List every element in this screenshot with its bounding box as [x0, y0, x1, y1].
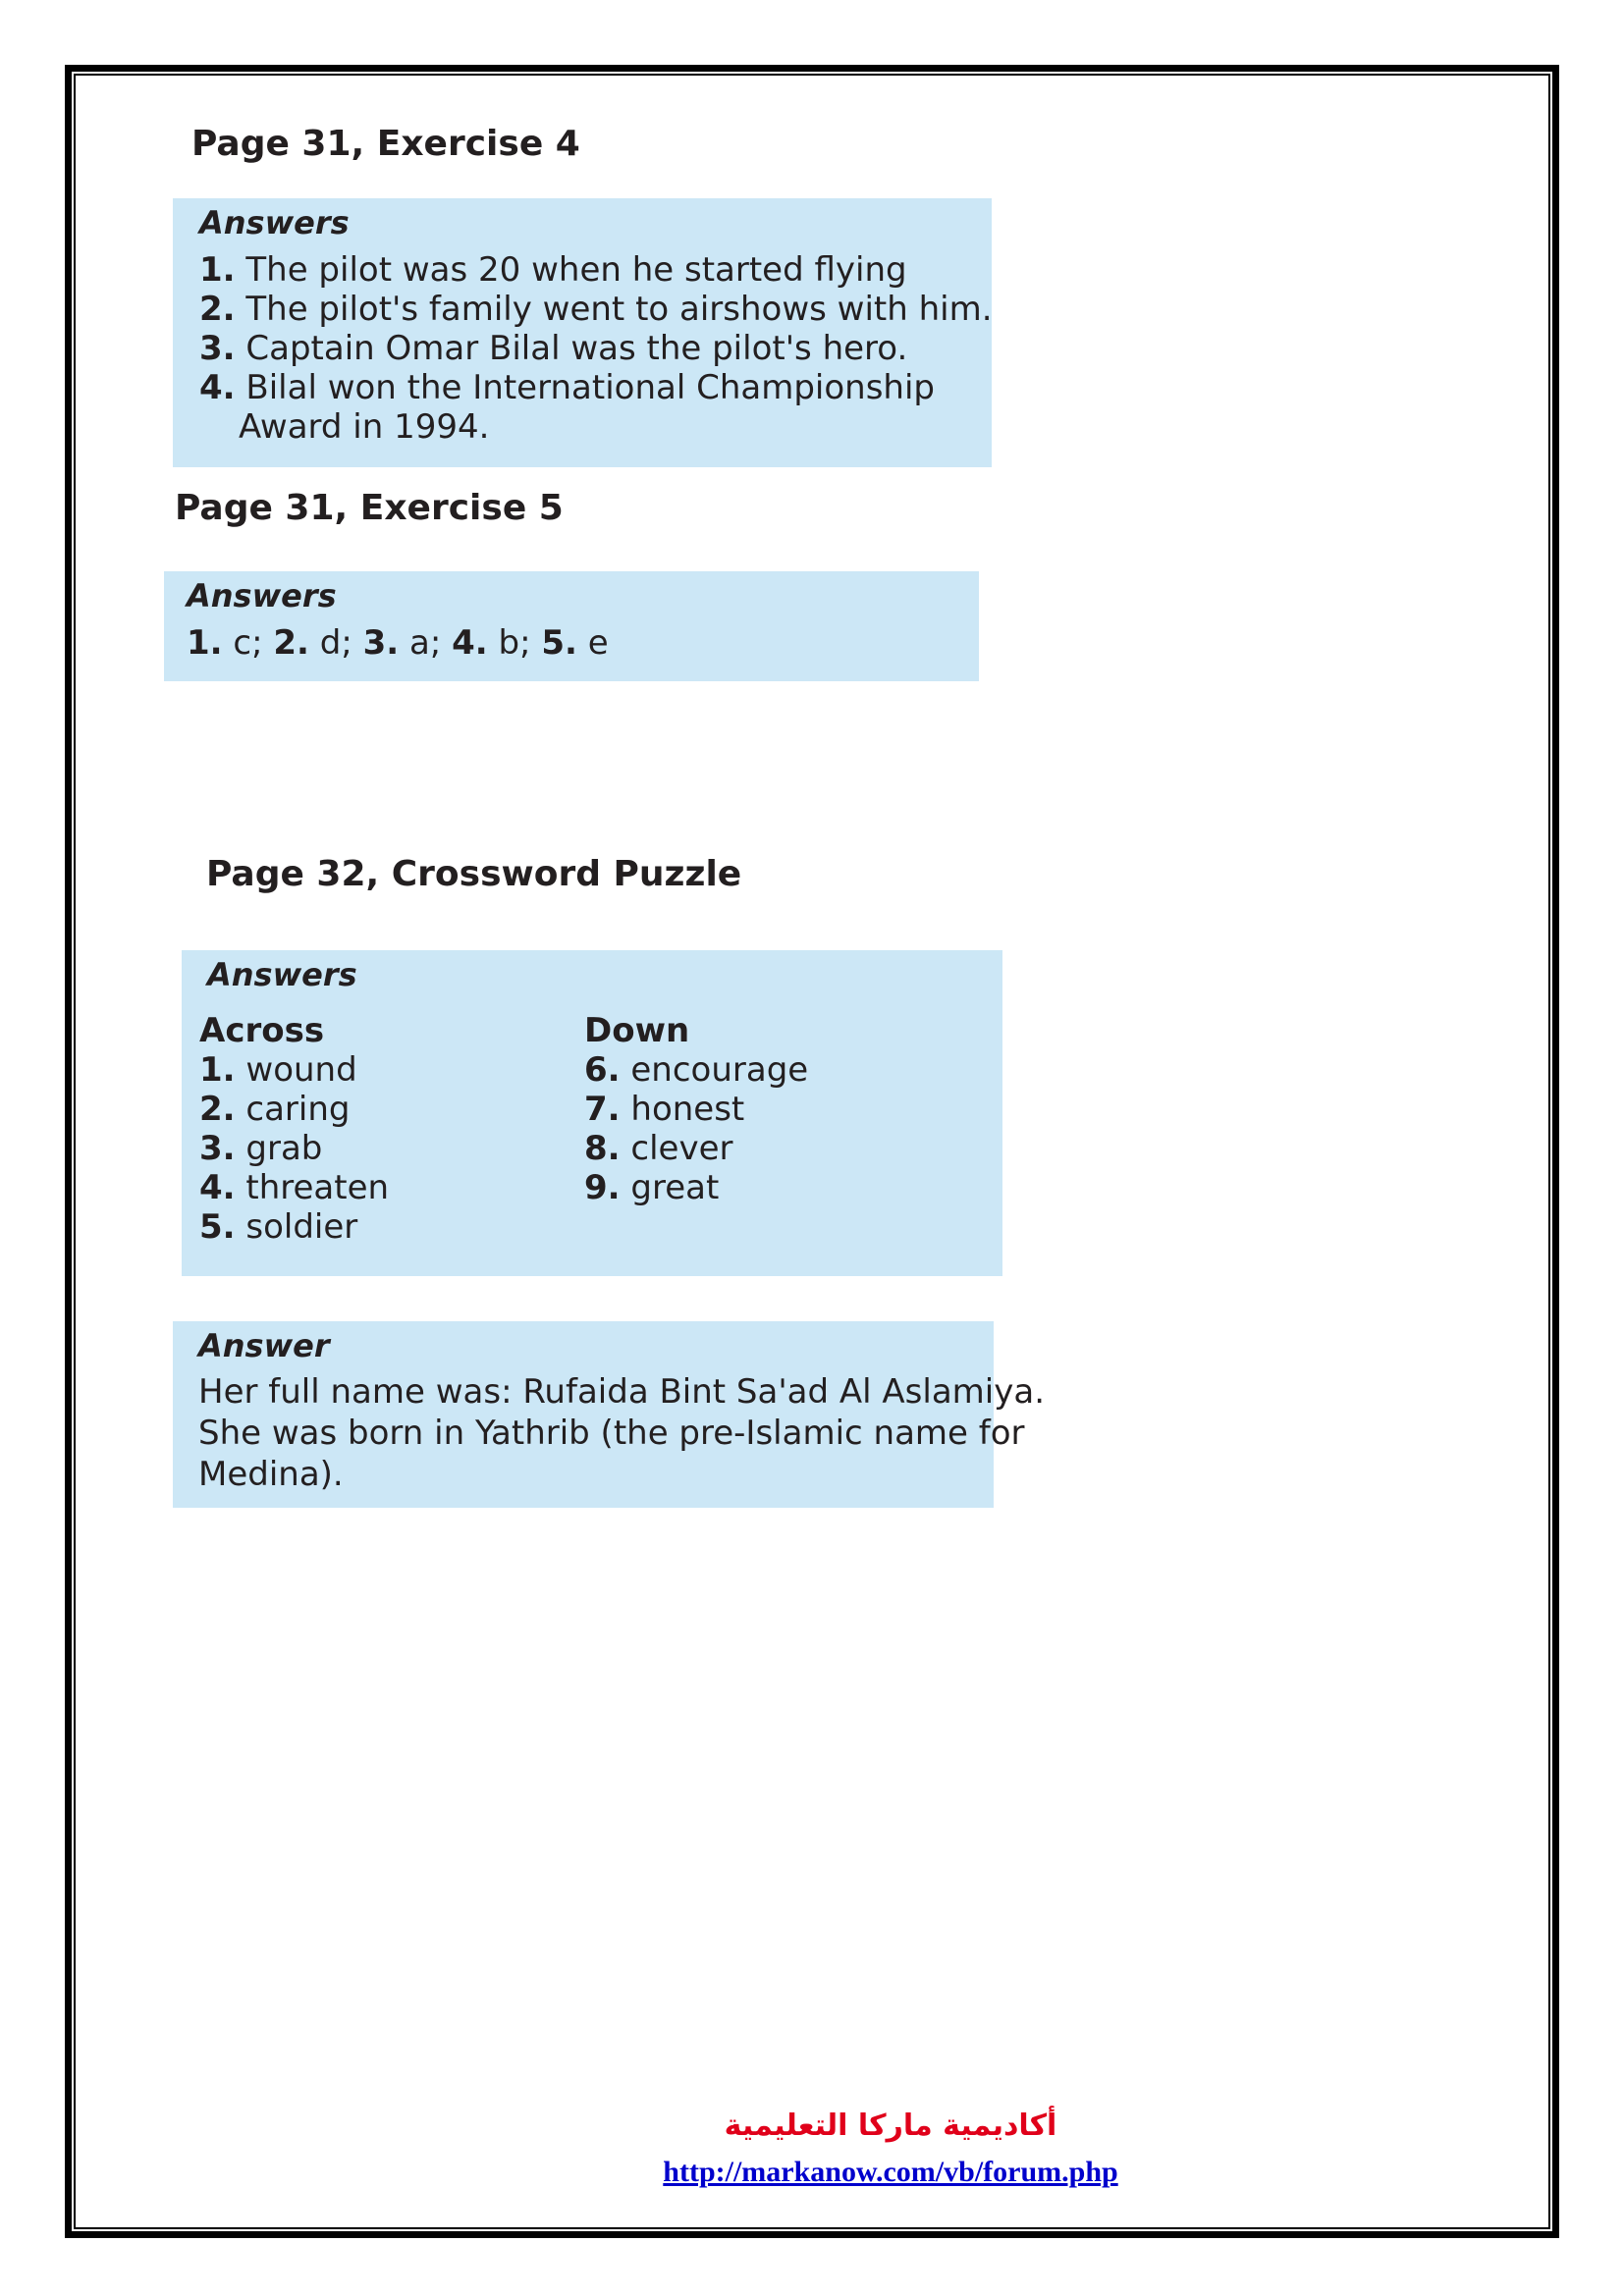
exercise-5-answer-box	[164, 571, 979, 681]
extra-answer-box	[173, 1321, 1046, 1508]
crossword-heading: Page 32, Crossword Puzzle	[206, 854, 742, 894]
answer-item: 2. The pilot's family went to airshows with him.	[199, 290, 993, 329]
down-item: 8. clever	[584, 1129, 733, 1168]
exercise-4-answer-box	[173, 198, 992, 467]
across-item: 3. grab	[199, 1129, 323, 1168]
answer-box-title: Answers	[187, 577, 337, 614]
across-item: 2. caring	[199, 1090, 351, 1129]
answer-line: 1. c; 2. d; 3. a; 4. b; 5. e	[187, 623, 609, 663]
down-item: 9. great	[584, 1168, 720, 1207]
down-label: Down	[584, 1011, 690, 1050]
answer-box-title: Answers	[207, 956, 357, 993]
answer-item: 4. Bilal won the International Championship	[199, 368, 935, 407]
down-item: 6. encourage	[584, 1050, 809, 1090]
crossword-answer-box	[182, 950, 1002, 1276]
answer-text-line: Medina).	[198, 1455, 344, 1494]
academy-name: أكاديمية ماركا التعليمية	[724, 2109, 1057, 2143]
across-label: Across	[199, 1011, 325, 1050]
answer-item: 1. The pilot was 20 when he started flying	[199, 250, 907, 290]
down-item: 7. honest	[584, 1090, 745, 1129]
exercise-5-heading: Page 31, Exercise 5	[175, 488, 564, 528]
answer-box-title: Answers	[199, 204, 350, 241]
across-item: 4. threaten	[199, 1168, 390, 1207]
answer-text-line: She was born in Yathrib (the pre-Islamic name for	[198, 1414, 1025, 1453]
forum-link[interactable]: http://markanow.com/vb/forum.php	[663, 2156, 1118, 2188]
answer-item: 3. Captain Omar Bilal was the pilot's hero.	[199, 329, 908, 368]
across-item: 5. soldier	[199, 1207, 358, 1247]
exercise-4-heading: Page 31, Exercise 4	[191, 124, 580, 164]
answer-item-continuation: Award in 1994.	[239, 407, 490, 447]
across-item: 1. wound	[199, 1050, 357, 1090]
answer-text-line: Her full name was: Rufaida Bint Sa'ad Al Aslamiya.	[198, 1372, 1046, 1412]
answer-box-title: Answer	[198, 1327, 330, 1364]
